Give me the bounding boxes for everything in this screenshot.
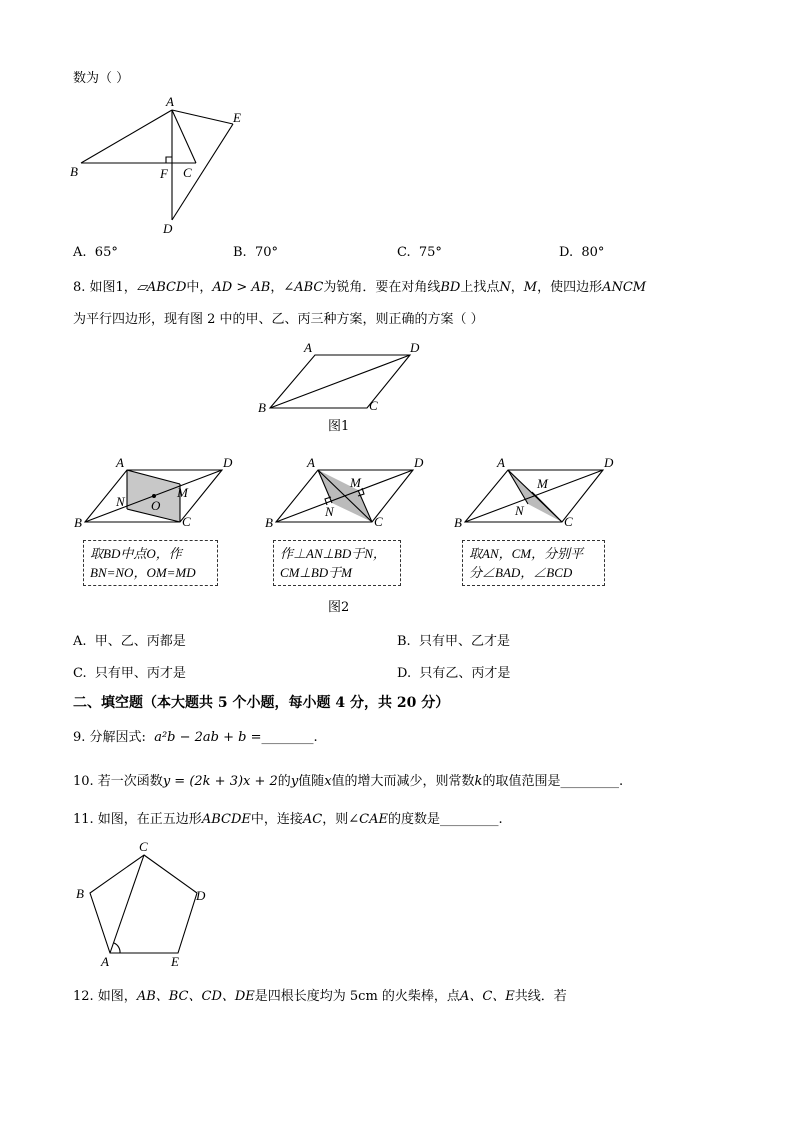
jia-label-A: A (116, 455, 124, 470)
fig1-label-A: A (304, 340, 312, 355)
box-jia: 取BD中点O，作 BN=NO，OM=MD (83, 540, 218, 586)
q7-label-A: A (166, 94, 174, 109)
q11-label-B: B (76, 886, 84, 901)
q7-stem-tail: 数为（ ） (73, 71, 130, 86)
q7-option-c: C. 75° (397, 245, 442, 260)
jia-label-M: M (177, 485, 188, 500)
q8-option-a: A. 甲、乙、丙都是 (73, 634, 186, 649)
q7-option-b: B. 70° (233, 245, 278, 260)
section2-heading: 二、填空题（本大题共 5 个小题，每小题 4 分，共 20 分） (73, 695, 450, 711)
q11-label-A: A (101, 954, 109, 969)
yi-label-C: C (374, 514, 383, 529)
q7-label-E: E (233, 110, 241, 125)
q11-stem: 11. 如图，在正五边形ABCDE中，连接AC，则∠CAE的度数是_________. (73, 812, 503, 827)
yi-label-A: A (307, 455, 315, 470)
q8-stem-line1: 8. 如图1，▱ABCD中，AD > AB，∠ABC为锐角．要在对角线BD上找点N，M，使四边形ANCM (73, 279, 647, 295)
fig2-caption: 图2 (328, 600, 350, 615)
q8-option-d: D. 只有乙、丙才是 (397, 666, 511, 681)
bing-label-M: M (537, 476, 548, 491)
bing-label-N: N (515, 503, 524, 518)
jia-label-B: B (74, 515, 82, 530)
bing-label-D: D (604, 455, 614, 470)
yi-label-N: N (325, 504, 334, 519)
fig1-label-B: B (258, 400, 266, 415)
bing-label-B: B (454, 515, 462, 530)
jia-label-N: N (116, 494, 125, 509)
yi-label-D: D (414, 455, 424, 470)
q8-stem-line2: 为平行四边形，现有图 2 中的甲、乙、丙三种方案，则正确的方案（ ） (73, 312, 484, 327)
q7-option-a: A. 65° (73, 245, 118, 260)
q11-label-D: D (196, 888, 206, 903)
yi-label-B: B (265, 515, 273, 530)
yi-label-M: M (350, 475, 361, 490)
q7-label-C: C (183, 165, 192, 180)
box-yi: 作⊥AN⊥BD于N， CM⊥BD于M (273, 540, 401, 586)
jia-label-O: O (151, 498, 161, 513)
q9-stem: 9. 分解因式: a²b − 2ab + b =________. (73, 730, 318, 745)
q8-option-c: C. 只有甲、丙才是 (73, 666, 186, 681)
q11-label-E: E (171, 954, 179, 969)
box-bing: 取AN，CM，分别平 分∠BAD，∠BCD (462, 540, 605, 586)
bing-label-C: C (564, 514, 573, 529)
q7-label-D: D (163, 221, 173, 236)
q7-label-B: B (70, 164, 78, 179)
q11-label-C: C (139, 839, 148, 854)
fig1-label-D: D (410, 340, 420, 355)
q7-option-d: D. 80° (559, 245, 605, 260)
fig1-label-C: C (369, 398, 378, 413)
bing-label-A: A (497, 455, 505, 470)
q12-stem: 12. 如图，AB、BC、CD、DE是四根长度均为 5cm 的火柴棒，点A、C、E共线．若 (73, 989, 567, 1004)
q8-option-b: B. 只有甲、乙才是 (397, 634, 510, 649)
q7-label-F: F (160, 166, 168, 181)
jia-label-C: C (182, 514, 191, 529)
jia-label-D: D (223, 455, 233, 470)
q10-stem: 10. 若一次函数y = (2k + 3)x + 2的y值随x值的增大而减少，则常数k的取值范围是_________. (73, 774, 624, 789)
fig1-caption: 图1 (328, 419, 350, 434)
